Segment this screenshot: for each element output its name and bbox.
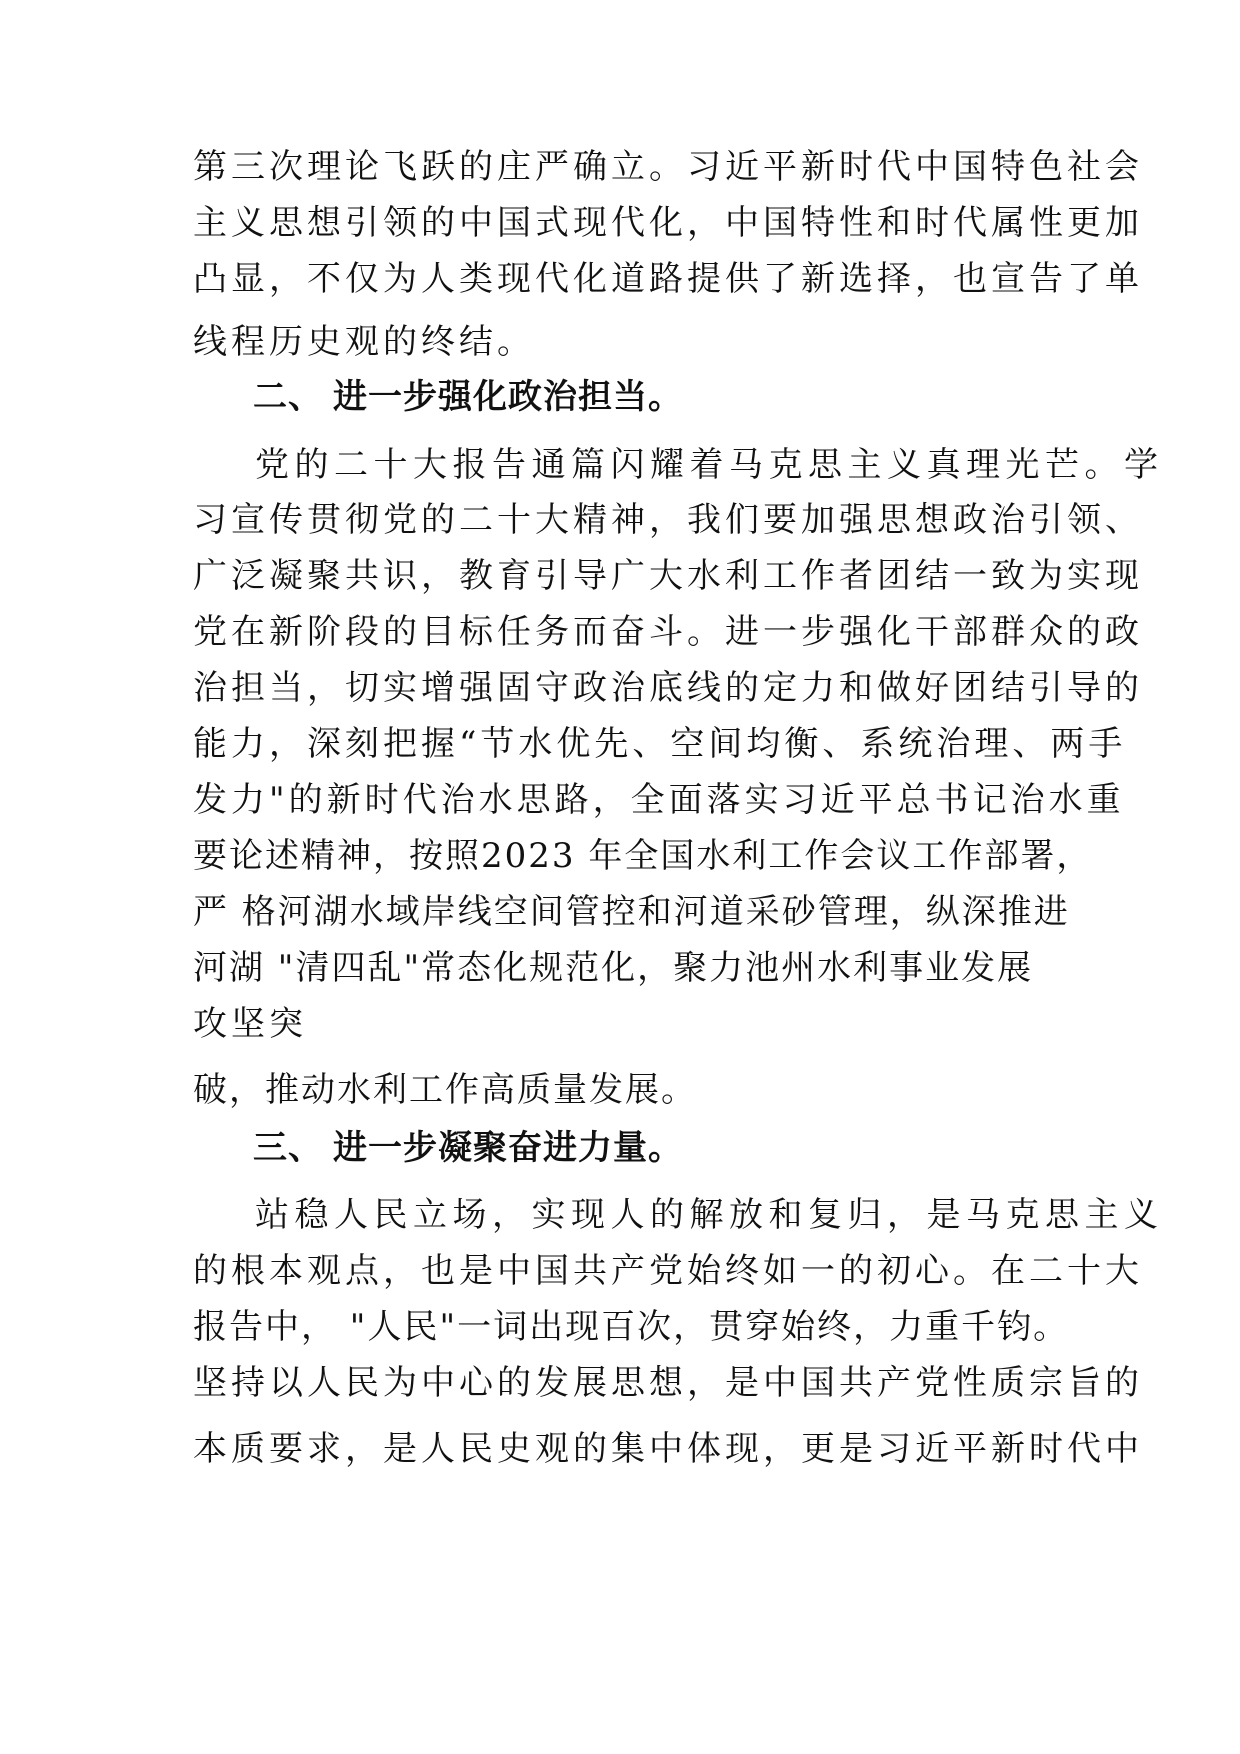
paragraph-line: 发力"的新时代治水思路，全面落实习近平总书记治水重 (193, 780, 1125, 820)
paragraph-line: 站稳人民立场，实现人的解放和复归，是马克思主义 (255, 1195, 1164, 1235)
paragraph-line: 线程历史观的终结。 (193, 322, 535, 362)
paragraph-line: 的根本观点，也是中国共产党始终如一的初心。在二十大 (193, 1251, 1143, 1291)
section-heading-title: 进一步凝聚奋进力量。 (333, 1128, 683, 1168)
paragraph-line: 广泛凝聚共识，教育引导广大水利工作者团结一致为实现 (193, 556, 1143, 596)
paragraph-line: 要论述精神，按照2023 年全国水利工作会议工作部署， (193, 836, 1093, 876)
paragraph-line: 坚持以人民为中心的发展思想，是中国共产党性质宗旨的 (193, 1363, 1143, 1403)
paragraph-line: 严 格河湖水域岸线空间管控和河道采砂管理，纵深推进 (193, 892, 1070, 932)
paragraph-line: 第三次理论飞跃的庄严确立。习近平新时代中国特色社会 (193, 147, 1143, 187)
paragraph-line: 主义思想引领的中国式现代化，中国特性和时代属性更加 (193, 203, 1143, 243)
section-heading-title: 进一步强化政治担当。 (333, 377, 683, 417)
paragraph-line: 攻坚突 (193, 1004, 307, 1044)
section-heading-number: 二、 (253, 377, 323, 417)
paragraph-line: 能力，深刻把握“节水优先、空间均衡、系统治理、两手 (193, 724, 1127, 764)
paragraph-line: 破，推动水利工作高质量发展。 (193, 1070, 697, 1110)
paragraph-line: 河湖 "清四乱"常态化规范化，聚力池州水利事业发展 (193, 948, 1034, 988)
paragraph-line: 党在新阶段的目标任务而奋斗。进一步强化干部群众的政 (193, 612, 1143, 652)
paragraph-line: 治担当，切实增强固守政治底线的定力和做好团结引导的 (193, 668, 1143, 708)
paragraph-line: 本质要求，是人民史观的集中体现，更是习近平新时代中 (193, 1429, 1143, 1469)
paragraph-line: 党的二十大报告通篇闪耀着马克思主义真理光芒。学 (255, 445, 1164, 485)
paragraph-line: 报告中， "人民"一词出现百次，贯穿始终，力重千钧。 (193, 1307, 1070, 1347)
paragraph-line: 习宣传贯彻党的二十大精神，我们要加强思想政治引领、 (193, 500, 1143, 540)
section-heading-number: 三、 (253, 1128, 323, 1168)
paragraph-line: 凸显，不仅为人类现代化道路提供了新选择，也宣告了单 (193, 259, 1143, 299)
